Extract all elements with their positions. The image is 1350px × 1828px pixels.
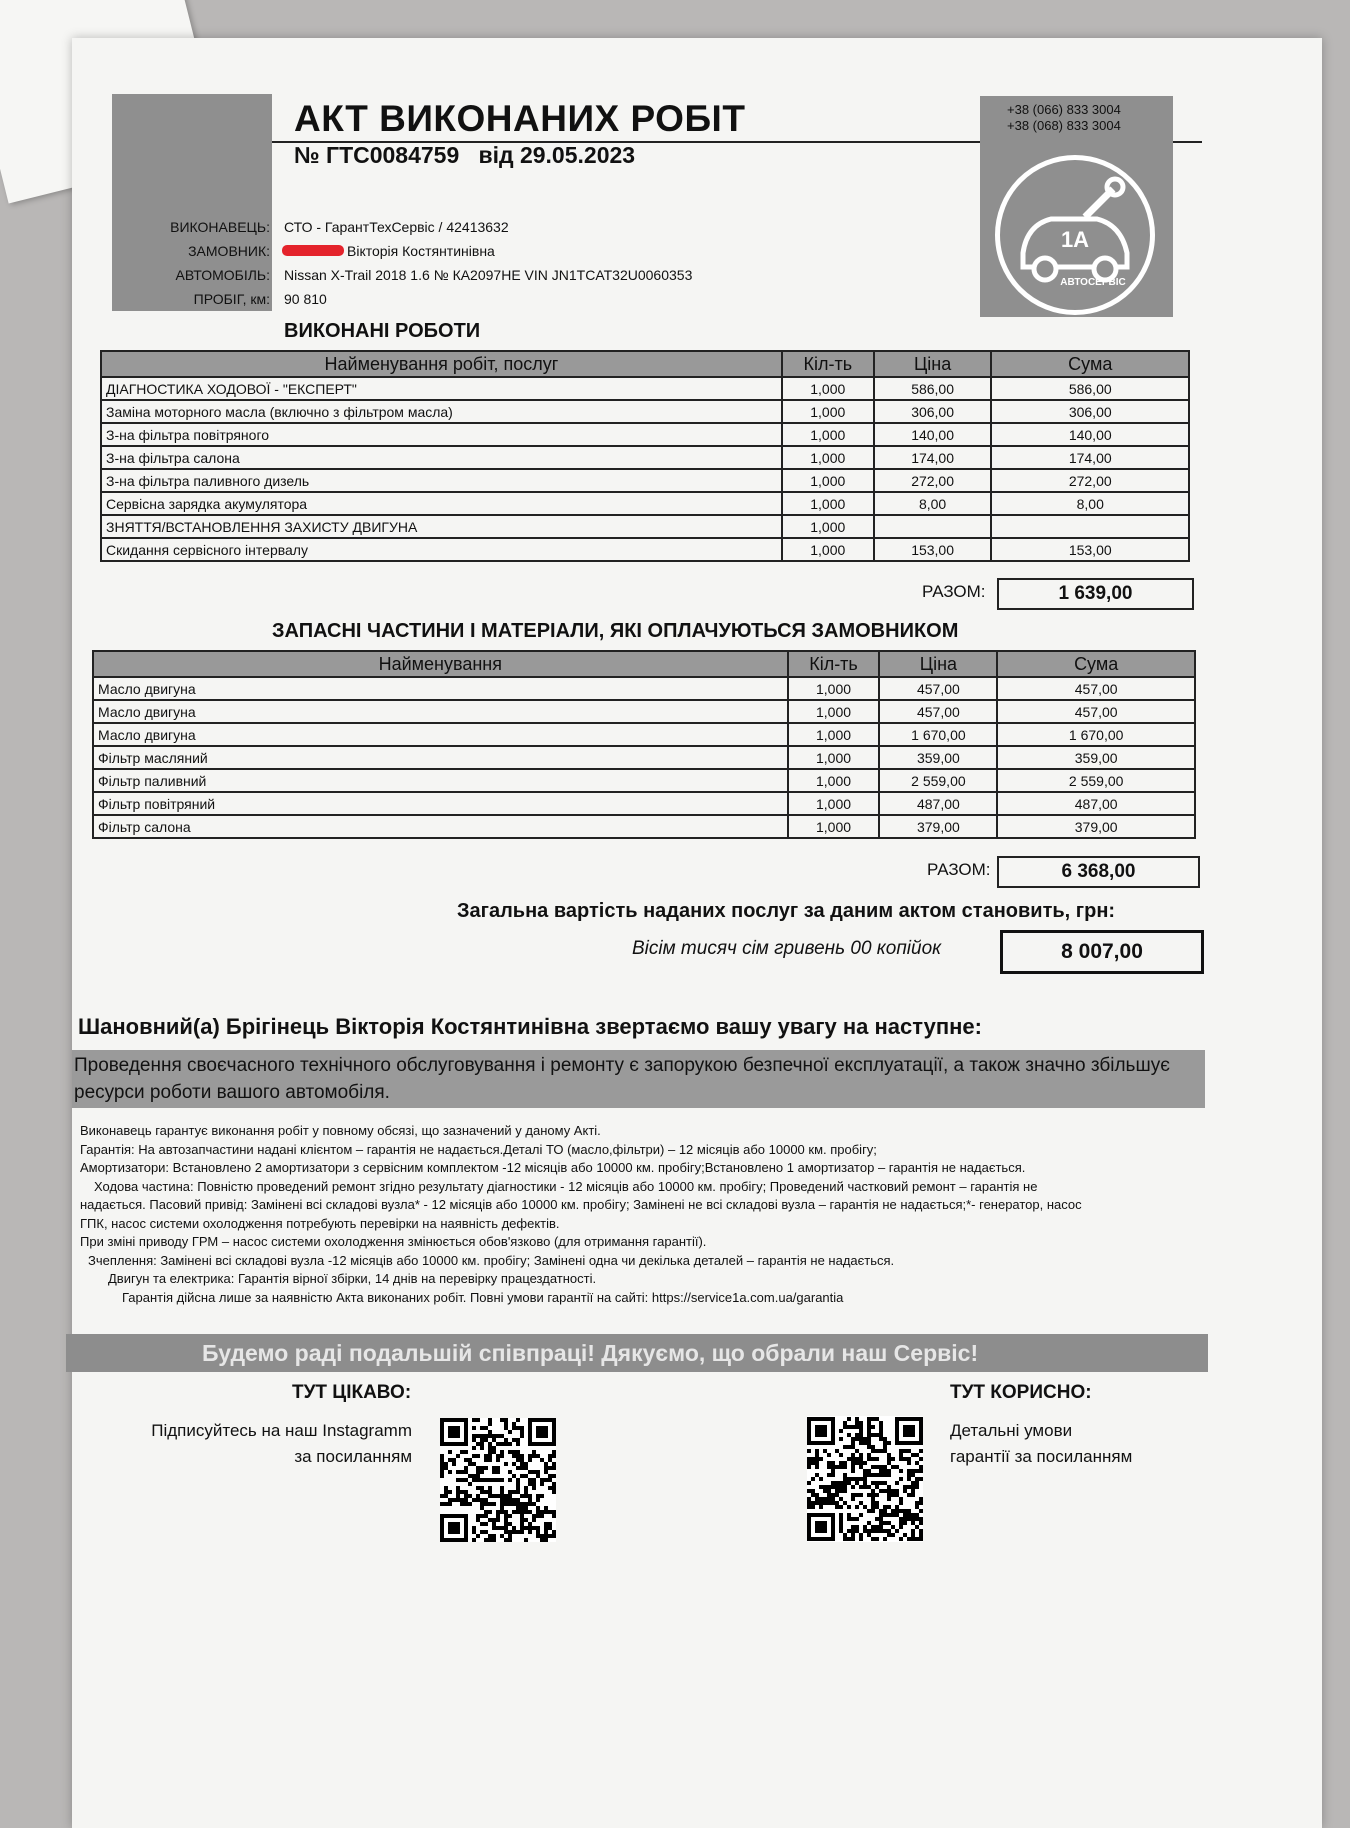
works-row — [101, 492, 1189, 515]
warranty-qr-code[interactable] — [807, 1416, 923, 1542]
item-name: Масло двигуна — [93, 700, 788, 723]
parts-row — [93, 792, 1195, 815]
logo-subtext: АВТОСЕРВІС — [1060, 277, 1126, 288]
item-qty: 1,000 — [788, 723, 880, 746]
warranty-line: Ходова частина: Повністю проведений ремонт згідно результату діагностики - 12 місяців або 10000 км. пробігу; Проведений частковий ремонт – гарантія не — [94, 1178, 1038, 1194]
works-row — [101, 446, 1189, 469]
item-qty: 1,000 — [782, 492, 874, 515]
works-row — [101, 423, 1189, 446]
item-name: Фільтр паливний — [93, 769, 788, 792]
qr-code-icon — [440, 1418, 556, 1542]
item-name: Масло двигуна — [93, 677, 788, 700]
col-name: Найменування — [93, 651, 788, 677]
parts-total-label: РАЗОМ: — [927, 860, 991, 879]
item-name: Фільтр салона — [93, 815, 788, 838]
item-qty: 1,000 — [782, 446, 874, 469]
document-number: № ГТС0084759 від 29.05.2023 — [294, 142, 636, 168]
item-price: 379,00 — [879, 815, 997, 838]
mileage-value: 90 810 — [284, 291, 327, 307]
executor-value: СТО - ГарантТехСервіс / 42413632 — [284, 219, 509, 235]
item-name: Скидання сервісного інтервалу — [101, 538, 782, 561]
works-row — [101, 400, 1189, 423]
parts-header-row — [93, 651, 1195, 677]
item-price: 457,00 — [879, 677, 997, 700]
item-sum: 457,00 — [997, 700, 1195, 723]
logo-text: 1A — [1060, 227, 1090, 252]
warranty-line: Амортизатори: Встановлено 2 амортизатори з сервісним комплектом -12 місяців або 10000 км. пробігу;Встановлено 1 амортизатор – гарантія не надається. — [80, 1160, 1026, 1175]
left-qr-title: ТУТ ЦІКАВО: — [292, 1382, 412, 1403]
item-sum: 379,00 — [997, 815, 1195, 838]
works-title: ВИКОНАНІ РОБОТИ — [284, 320, 481, 342]
item-price: 140,00 — [874, 423, 992, 446]
warranty-line: надається. Пасовий привід: Замінені всі складові вузла* - 12 місяців або 10000 км. пробігу; Замінені не всі складові вузла – гарантія не надається;*- генератор, насос — [80, 1197, 1082, 1212]
item-name: Заміна моторного масла (включно з фільтром масла) — [101, 400, 782, 423]
right-qr-text-2: гарантії за посиланням — [950, 1447, 1133, 1466]
footer-banner-text: Будемо раді подальшій співпраці! Дякуємо, що обрали наш Сервіс! — [202, 1340, 979, 1366]
redacted-mark — [282, 245, 344, 256]
item-sum — [991, 515, 1189, 538]
item-price: 2 559,00 — [879, 769, 997, 792]
notice-title: Шановний(а) Брігінець Вікторія Костянтинівна звертаємо вашу увагу на наступне: — [78, 1014, 982, 1039]
works-table — [100, 350, 1190, 562]
works-total: 1 639,00 — [997, 578, 1194, 610]
col-sum: Сума — [997, 651, 1195, 677]
warranty-line: ГПК, насос системи охолодження потребують перевірки на наявність дефектів. — [80, 1215, 560, 1231]
car-label: АВТОМОБІЛЬ: — [175, 267, 270, 283]
works-row — [101, 377, 1189, 400]
item-qty: 1,000 — [782, 469, 874, 492]
parts-row — [93, 723, 1195, 746]
item-price: 1 670,00 — [879, 723, 997, 746]
item-name: З-на фільтра паливного дизель — [101, 469, 782, 492]
parts-title: ЗАПАСНІ ЧАСТИНИ І МАТЕРІАЛИ, ЯКІ ОПЛАЧУЮТЬСЯ ЗАМОВНИКОМ — [272, 620, 959, 642]
col-price: Ціна — [874, 351, 992, 377]
car-value: Nissan X-Trail 2018 1.6 № КА2097НЕ VIN JN1TCAT32U0060353 — [284, 267, 693, 283]
item-qty: 1,000 — [782, 515, 874, 538]
item-sum: 487,00 — [997, 792, 1195, 815]
works-row — [101, 469, 1189, 492]
parts-row — [93, 700, 1195, 723]
document-sheet — [72, 38, 1322, 1828]
item-name: З-на фільтра повітряного — [101, 423, 782, 446]
document-title: АКТ ВИКОНАНИХ РОБІТ — [294, 98, 746, 139]
executor-label: ВИКОНАВЕЦЬ: — [170, 219, 270, 235]
item-price: 586,00 — [874, 377, 992, 400]
parts-row — [93, 677, 1195, 700]
phone-1: +38 (066) 833 3004 — [1007, 102, 1121, 117]
car-wrench-icon — [1005, 175, 1145, 295]
instagram-qr-code[interactable] — [440, 1418, 556, 1542]
item-sum: 2 559,00 — [997, 769, 1195, 792]
company-logo — [995, 155, 1155, 315]
warranty-line: При зміні приводу ГРМ – насос системи охолодження змінюється обов'язково (для отримання гарантії). — [80, 1234, 707, 1249]
item-qty: 1,000 — [788, 815, 880, 838]
item-sum: 153,00 — [991, 538, 1189, 561]
item-price: 153,00 — [874, 538, 992, 561]
item-price: 359,00 — [879, 746, 997, 769]
item-qty: 1,000 — [788, 769, 880, 792]
item-qty: 1,000 — [788, 677, 880, 700]
item-name: Фільтр масляний — [93, 746, 788, 769]
item-sum: 174,00 — [991, 446, 1189, 469]
warranty-line: Зчеплення: Замінені всі складові вузла -12 місяців або 10000 км. пробігу; Замінені одна чи декілька деталей – гарантія не надається. — [88, 1252, 895, 1268]
item-price: 8,00 — [874, 492, 992, 515]
item-price: 174,00 — [874, 446, 992, 469]
item-sum: 8,00 — [991, 492, 1189, 515]
works-header-row — [101, 351, 1189, 377]
item-name: Фільтр повітряний — [93, 792, 788, 815]
works-total-label: РАЗОМ: — [922, 582, 986, 601]
warranty-line: Виконавець гарантує виконання робіт у повному обсязі, що зазначений у даному Акті. — [80, 1123, 601, 1138]
customer-label: ЗАМОВНИК: — [188, 243, 270, 259]
parts-row — [93, 769, 1195, 792]
parts-row — [93, 815, 1195, 838]
works-row — [101, 515, 1189, 538]
item-qty: 1,000 — [782, 423, 874, 446]
warranty-line: Гарантія дійсна лише за наявністю Акта виконаних робіт. Повні умови гарантії на сайті: https://service1a.com.ua/garantia — [122, 1289, 844, 1305]
item-price: 487,00 — [879, 792, 997, 815]
item-sum: 359,00 — [997, 746, 1195, 769]
item-qty: 1,000 — [788, 792, 880, 815]
item-name: Масло двигуна — [93, 723, 788, 746]
item-sum: 1 670,00 — [997, 723, 1195, 746]
phone-numbers — [1007, 102, 1121, 134]
phone-2: +38 (068) 833 3004 — [1007, 118, 1121, 133]
left-qr-text — [112, 1418, 412, 1470]
right-qr-text — [950, 1418, 1132, 1470]
item-name: Сервісна зарядка акумулятора — [101, 492, 782, 515]
item-name: ДІАГНОСТИКА ХОДОВОЇ - "ЕКСПЕРТ" — [101, 377, 782, 400]
parts-table — [92, 650, 1196, 839]
mileage-label: ПРОБІГ, км: — [193, 291, 270, 307]
item-sum: 272,00 — [991, 469, 1189, 492]
item-qty: 1,000 — [782, 377, 874, 400]
item-name: З-на фільтра салона — [101, 446, 782, 469]
col-qty: Кіл-ть — [788, 651, 880, 677]
right-qr-title: ТУТ КОРИСНО: — [950, 1382, 1092, 1403]
warranty-line: Гарантія: На автозапчастини надані клієнтом – гарантія не надається.Деталі ТО (масло,фільтри) – 12 місяців або 10000 км. пробігу; — [80, 1141, 877, 1157]
col-sum: Сума — [991, 351, 1189, 377]
customer-value: Вікторія Костянтинівна — [347, 243, 495, 259]
col-price: Ціна — [879, 651, 997, 677]
warranty-line: Двигун та електрика: Гарантія вірної збірки, 14 днів на перевірку працездатності. — [108, 1271, 597, 1286]
item-qty: 1,000 — [788, 700, 880, 723]
grand-total-label: Загальна вартість наданих послуг за даним актом становить, грн: — [457, 900, 1116, 922]
item-qty: 1,000 — [788, 746, 880, 769]
item-sum: 586,00 — [991, 377, 1189, 400]
grand-total-words: Вісім тисяч сім гривень 00 копійок — [632, 938, 942, 959]
right-qr-text-1: Детальні умови — [950, 1421, 1073, 1440]
item-price: 306,00 — [874, 400, 992, 423]
col-name: Найменування робіт, послуг — [101, 351, 782, 377]
item-qty: 1,000 — [782, 400, 874, 423]
item-price: 272,00 — [874, 469, 992, 492]
parts-total: 6 368,00 — [997, 856, 1200, 888]
left-qr-text-2: за посиланням — [294, 1447, 412, 1466]
grand-total-amount: 8 007,00 — [1000, 930, 1204, 974]
qr-code-icon — [807, 1416, 923, 1542]
item-price: 457,00 — [879, 700, 997, 723]
parts-row — [93, 746, 1195, 769]
item-sum: 306,00 — [991, 400, 1189, 423]
col-qty: Кіл-ть — [782, 351, 874, 377]
item-sum: 140,00 — [991, 423, 1189, 446]
item-price — [874, 515, 992, 538]
left-qr-text-1: Підписуйтесь на наш Instagramm — [151, 1421, 412, 1440]
warranty-block — [80, 1122, 1220, 1307]
item-qty: 1,000 — [782, 538, 874, 561]
notice-text: Проведення своєчасного технічного обслуговування і ремонту є запорукою безпечної експлуатації, а також значно збільшує ресурси роботи вашого автомобіля. — [74, 1055, 1170, 1103]
item-name: ЗНЯТТЯ/ВСТАНОВЛЕННЯ ЗАХИСТУ ДВИГУНА — [101, 515, 782, 538]
item-sum: 457,00 — [997, 677, 1195, 700]
works-row — [101, 538, 1189, 561]
